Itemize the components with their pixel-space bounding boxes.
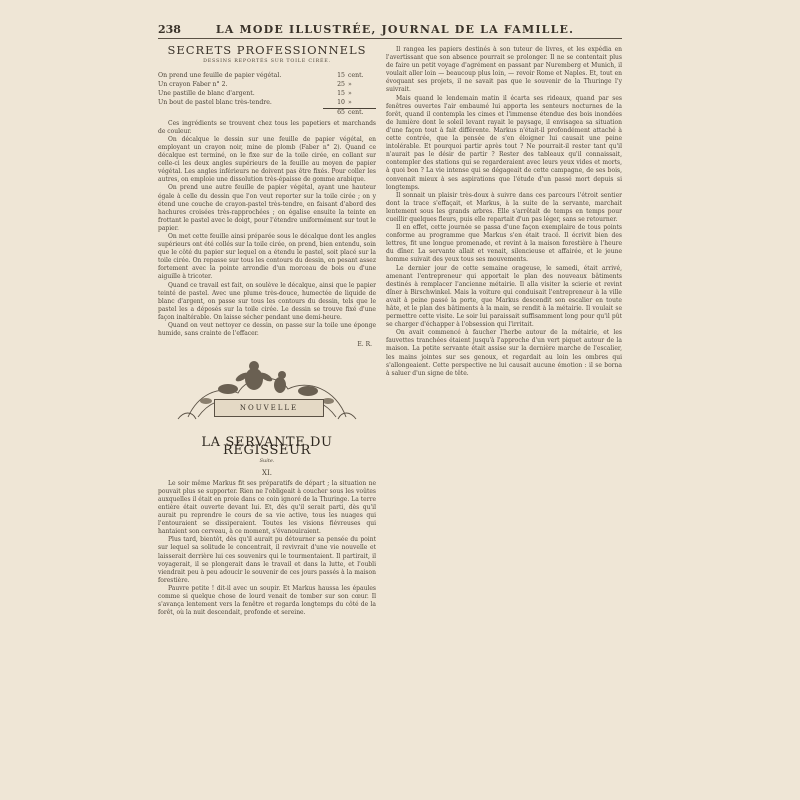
ingredient-qty: 15 — [337, 89, 345, 97]
journal-title: LA MODE ILLUSTRÉE, JOURNAL DE LA FAMILLE. — [215, 22, 575, 36]
section-subtitle: DESSINS REPORTÉS SUR TOILE CIRÉE. — [203, 59, 331, 65]
story-paragraph: Le soir même Markus fit ses préparatifs de départ ; la situation ne pouvait plus se supporter. Rien ne l'obligeait à coucher sous les voûtes auxquelles il était en proie dans ce coin ignoré de la Thuringe. La terre entière était ouverte devant lui. Et, dès qu'il serait parti, dès qu'il aurait pu reprendre le cours de sa vie active, tous les nuages qui l'entouraient se dissiperaient. Toutes les visions fiévreuses qui hantaient son cerveau, à ce moment, s'évanouiraient. — [158, 479, 376, 536]
ingredient-qty: 10 — [337, 98, 345, 106]
section-title: SECRETS PROFESSIONNELS — [167, 43, 367, 57]
left-column — [158, 43, 376, 617]
ingredient-unit: » — [348, 89, 352, 97]
paragraph: On met cette feuille ainsi préparée sous le décalque dont les angles supérieurs ont été collés sur la toile cirée, on prend, bien entendu, soin que le côté du papier sur lequel on a étendu le pastel, soit placé sur la toile cirée. On repasse sur tous les contours du dessin, en pesant assez fortement avec la pointe arrondie d'un morceau de bois ou d'une aiguille à tricoter. — [158, 232, 376, 281]
story-paragraph: Plus tard, bientôt, dès qu'il aurait pu détourner sa pensée du point sur lequel sa solitude le concentrait, il revivrait d'une vie nouvelle et laisserait derrière lui ces souvenirs qui le tourmentaient. Il partirait, il voyagerait, il se plongerait dans le travail et dans la lutte, et l'oubli viendrait peu à peu adoucir le souvenir de ces jours passés à la maison forestière. — [158, 536, 376, 584]
page-header — [158, 20, 622, 39]
paragraph: Ces ingrédients se trouvent chez tous les papetiers et marchands de couleur. — [158, 119, 376, 135]
ingredient-item: Un crayon Faber n° 2. — [158, 80, 228, 88]
ingredient-row — [158, 89, 376, 98]
ingredient-item: On prend une feuille de papier végétal. — [158, 71, 282, 79]
story-paragraph: Pauvre petite ! dit-il avec un soupir. Et Markus haussa les épaules comme si quelque chose de lourd venait de tomber sur son cœur. Il s'avança lentement vers la fenêtre et regarda longtemps du côté de la forêt, où la nuit descendait, profonde et sereine. — [158, 584, 376, 617]
paragraph: Quand ce travail est fait, on soulève le décalque, ainsi que le papier teinté de pastel. Avec une plume très-douce, humectée de liquide de blanc d'argent, on passe sur tous les contours du dessin, tels que le pastel les a déposés sur la toile cirée. Le dessin se trouve fixé d'une façon inaltérable. On laisse sécher pendant une demi-heure. — [158, 281, 376, 321]
ingredient-row — [158, 80, 376, 89]
paragraph: Il sonnait un plaisir très-doux à suivre dans ces parcours l'étroit sentier dont la trace s'effaçait, et Markus, à la suite de la servante, marchait lentement sous les grands arbres. Elle s'arrêtait de temps en temps pour cueillir quelques fleurs, puis elle repartait d'un pas léger, sans se retourner. — [386, 191, 622, 223]
ingredient-row — [158, 71, 376, 80]
paragraph: Mais quand le lendemain matin il écarta ses rideaux, quand par ses fenêtres ouvertes l'air embaumé lui apporta les senteurs nocturnes de la forêt, quand il contempla les cimes et l'immense étendue des bois inondées de lumière dont le soleil levant rayait le paysage, il envisagea sa situation d'une façon tout à fait différente. Markus n'était-il profondément attaché à cette contrée, que la pensée de s'en éloigner lui causait une peine intolérable. Et pourquoi partir après tout ? Ne pourrait-il rester tant qu'il n'aurait pas le désir de partir ? Rester des tableaux qu'il connaissait, contempler des stations qui se regarderaient avec leurs yeux vides et morts, à quoi bon ? La vie intense qui se dégageait de cette campagne, de ses bois, convenait mieux à ses aspirations que l'étude d'un passé mort depuis si longtemps. — [386, 94, 622, 191]
right-column — [386, 46, 622, 378]
ingredient-unit: » — [348, 80, 352, 88]
page-number: 238 — [158, 22, 181, 36]
paragraph: Il en effet, cette journée se passa d'une façon exemplaire de tous points conforme au programme que Markus s'en était tracé. Il écrivit bien des lettres, fit une longue promenade, et revint à la maison forestière à l'heure du dîner. La servante allait et venait, silencieuse et affairée, et le jeune homme suivait des yeux tous ses mouvements. — [386, 224, 622, 264]
ornament-illustration — [158, 355, 376, 435]
chapter-number: XI. — [262, 468, 272, 477]
paragraph: Le dernier jour de cette semaine orageuse, le samedi, était arrivé, amenant l'entrepreneur qui apportait le plan des nouveaux bâtiments destinés à remplacer l'ancienne métairie. Il alla visiter la scierie et revint dîner à Birschwinkel. Mais la voiture qui conduisait l'entrepreneur à la ville avait à peine passé la porte, que Markus descendit son escalier en toute hâte, et le plan des bâtiments à la main, se rendit à la métairie. Il voulait se permettre cette visite. Le soir lui paraissait suffisamment long pour qu'il pût se charger d'échapper à l'obsession qui l'irritait. — [386, 264, 622, 329]
paragraph: On prend une autre feuille de papier végétal, ayant une hauteur égale à celle du dessin que l'on veut reporter sur la toile cirée ; on y étend une couche de crayon-pastel très-tendre, en faisant d'abord des hachures croisées très-rapprochées ; on égalise ensuite la teinte en frottant le pastel avec le doigt, pour l'étendre uniformément sur tout le papier. — [158, 184, 376, 232]
ingredient-qty: 25 — [337, 80, 345, 88]
ingredient-qty: 15 — [337, 71, 345, 79]
paragraph: On avait commencé à faucher l'herbe autour de la métairie, et les fauvettes tranchées étaient jusqu'à l'approche d'un vert piquet autour de la maison. La petite servante était assise sur la dernière marche de l'escalier, les mains jointes sur ses genoux, et regardait au loin les ombres qui s'allongeaient. Cette perspective ne lui causait aucune émotion : il se borna à saluer d'un signe de tête. — [386, 329, 622, 377]
total-unit: cent. — [345, 108, 376, 118]
paragraph: Il rangea les papiers destinés à son tuteur de livres, et les expédia en l'avertissant que son absence pourrait se prolonger. Il ne se contentait plus de faire un petit voyage d'agrément en passant par Nuremberg et Munich, il voulait aller loin — beaucoup plus loin, — revoir Rome et Naples. Et, tout en évoquant ses projets, il ne savait pas que le souvenir de la Thuringe l'y suivrait. — [386, 46, 622, 94]
paragraph: On décalque le dessin sur une feuille de papier végétal, en employant un crayon noir, mine de plomb (Faber n° 2). Quand ce décalque est terminé, on le fixe sur de la toile cirée, en collant sur celle-ci les deux angles supérieurs de la feuille au moyen de papier végétal. Les angles inférieurs ne doivent pas être fixés. Pour coller les autres, on emploie une dissolution très-épaisse de gomme arabique. — [158, 135, 376, 184]
ingredient-row — [158, 98, 376, 108]
ingredient-unit: » — [348, 98, 352, 106]
ingredient-total-row — [158, 108, 376, 118]
article-signature: E. R. — [357, 341, 372, 349]
paragraph: Quand on veut nettoyer ce dessin, on passe sur la toile une éponge humide, sans crainte de l'effacer. — [158, 322, 376, 338]
ingredients-table — [158, 71, 376, 117]
ingredient-item: Une pastille de blanc d'argent. — [158, 89, 255, 97]
nouvelle-ornament — [158, 355, 376, 435]
ingredient-item: Un bout de pastel blanc très-tendre. — [158, 99, 272, 107]
story-suite: Suite. — [259, 458, 275, 465]
story-title: LA SERVANTE DU RÉGISSEUR — [201, 435, 333, 459]
total-qty: 65 — [323, 108, 345, 118]
nouvelle-banner: NOUVELLE — [214, 399, 324, 417]
ingredient-unit: cent. — [348, 71, 364, 79]
